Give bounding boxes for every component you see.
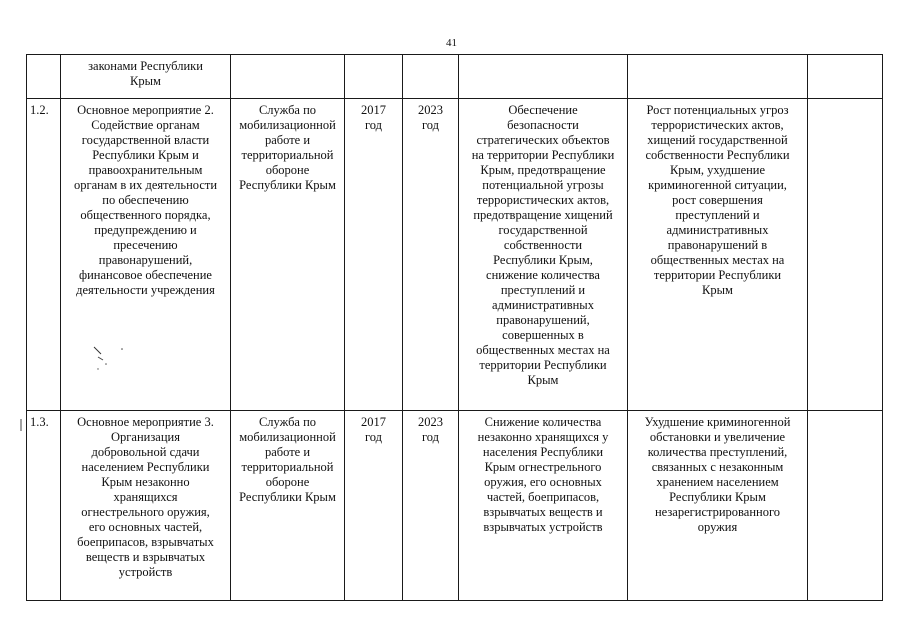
end-year-cell [403, 55, 459, 99]
scan-artifact-marks [92, 345, 132, 375]
expected-result-cell [459, 55, 628, 99]
consequence-cell [628, 55, 808, 99]
note-cell [808, 99, 883, 411]
program-activities-table [26, 54, 883, 601]
note-cell [808, 55, 883, 99]
scan-edge-mark [18, 418, 24, 432]
executor-cell: Служба по мобилизационной работе и территориальной обороне Республики Крым [231, 411, 345, 601]
end-year-cell: 2023 год [403, 99, 459, 411]
activity-cell: законами Республики Крым [61, 55, 231, 99]
row-number-cell [27, 55, 61, 99]
consequence-cell: Рост потенциальных угроз террористических актов, хищений государственной собственности Республики Крым, ухудшение криминогенной ситуации, рост совершения преступлений и административных правонарушений в общественных местах на территории Республики Крым [628, 99, 808, 411]
table-row [27, 411, 883, 601]
executor-cell [231, 55, 345, 99]
end-year-cell: 2023 год [403, 411, 459, 601]
start-year-cell: 2017 год [345, 99, 403, 411]
activity-cell: Основное мероприятие 2. Содействие органам государственной власти Республики Крым и правоохранительным органам в их деятельности по обеспечению общественного порядка, предупреждению и пресечению правонарушений, финансовое обеспечение деятельности учреждения [61, 99, 231, 411]
table-row [27, 99, 883, 411]
consequence-cell: Ухудшение криминогенной обстановки и увеличение количества преступлений, связанных с незаконным хранением населением Республики Крым незарегистрированного оружия [628, 411, 808, 601]
activity-cell: Основное мероприятие 3. Организация добровольной сдачи населением Республики Крым незаконно хранящихся огнестрельного оружия, его основных частей, боеприпасов, взрывчатых веществ и взрывчатых устройств [61, 411, 231, 601]
note-cell [808, 411, 883, 601]
expected-result-cell: Снижение количества незаконно хранящихся у населения Республики Крым огнестрельного оружия, его основных частей, боеприпасов, взрывчатых веществ и взрывчатых устройств [459, 411, 628, 601]
start-year-cell [345, 55, 403, 99]
table-row [27, 55, 883, 99]
page-number: 41 [446, 37, 457, 49]
expected-result-cell: Обеспечение безопасности стратегических объектов на территории Республики Крым, предотвращение потенциальной угрозы террористических актов, предотвращение хищений государственной собственности Республики Крым, снижение количества преступлений и административных правонарушений, совершенных в общественных местах на территории Республики Крым [459, 99, 628, 411]
row-number-cell: 1.2. [27, 99, 61, 411]
start-year-cell: 2017 год [345, 411, 403, 601]
row-number-cell: 1.3. [27, 411, 61, 601]
executor-cell: Служба по мобилизационной работе и территориальной обороне Республики Крым [231, 99, 345, 411]
